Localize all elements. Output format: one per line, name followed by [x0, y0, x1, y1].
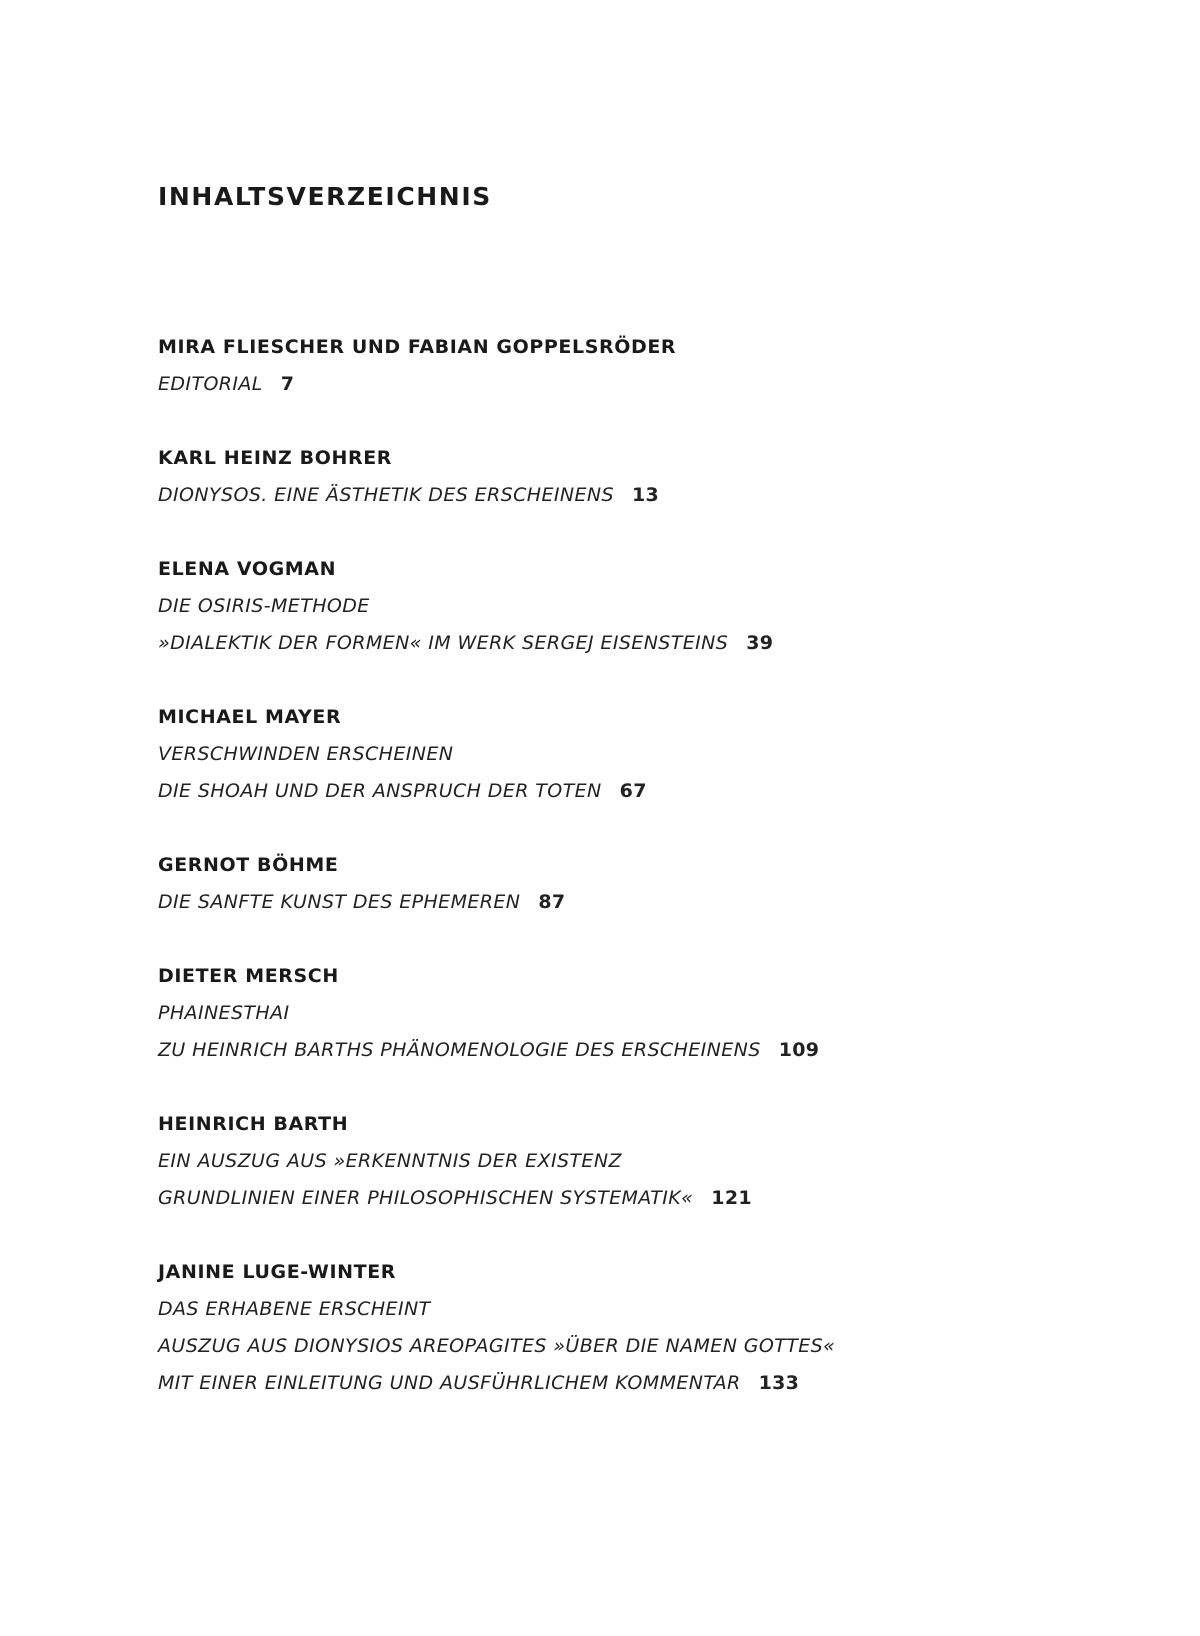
entry-subtitle: DIE SHOAH UND DER ANSPRUCH DER TOTEN — [158, 780, 602, 802]
toc-entry — [158, 704, 1058, 815]
page-number: 87 — [538, 891, 566, 913]
entry-subtitle-line — [158, 1037, 1058, 1074]
entry-author: GERNOT BÖHME — [158, 854, 339, 876]
entry-title: DIONYSOS. EINE ÄSTHETIK DES ERSCHEINENS — [158, 484, 614, 506]
entry-subtitle: AUSZUG AUS DIONYSIOS AREOPAGITES »ÜBER DIE NAMEN GOTTES« — [158, 1335, 836, 1357]
toc-entry — [158, 556, 1058, 667]
page-number: 109 — [778, 1039, 820, 1061]
page-number: 7 — [280, 373, 295, 395]
entry-author: ELENA VOGMAN — [158, 558, 337, 580]
toc-entry — [158, 1259, 1058, 1407]
entry-title-line — [158, 371, 1058, 408]
page-number: 121 — [711, 1187, 752, 1209]
page-number: 13 — [631, 484, 659, 506]
entry-title: DIE OSIRIS-METHODE — [158, 595, 370, 617]
page-title: INHALTSVERZEICHNIS — [158, 182, 492, 211]
table-of-contents — [158, 334, 1058, 1444]
entry-author: KARL HEINZ BOHRER — [158, 447, 392, 469]
page-number: 39 — [746, 632, 774, 654]
entry-subtitle: ZU HEINRICH BARTHS PHÄNOMENOLOGIE DES ERSCHEINENS — [158, 1039, 761, 1061]
entry-subtitle: GRUNDLINIEN EINER PHILOSOPHISCHEN SYSTEMATIK« — [158, 1187, 694, 1209]
entry-title: EIN AUSZUG AUS »ERKENNTNIS DER EXISTENZ — [158, 1150, 622, 1172]
toc-entry — [158, 334, 1058, 408]
entry-title-line — [158, 482, 1058, 519]
page-number: 133 — [758, 1372, 800, 1394]
entry-author: DIETER MERSCH — [158, 965, 339, 987]
entry-author: MIRA FLIESCHER UND FABIAN GOPPELSRÖDER — [158, 336, 677, 358]
entry-title: DIE SANFTE KUNST DES EPHEMEREN — [158, 891, 521, 913]
entry-subtitle: »DIALEKTIK DER FORMEN« IM WERK SERGEJ EISENSTEINS — [158, 632, 729, 654]
entry-title: PHAINESTHAI — [158, 1002, 290, 1024]
entry-author: HEINRICH BARTH — [158, 1113, 349, 1135]
toc-entry — [158, 445, 1058, 519]
entry-subtitle: MIT EINER EINLEITUNG UND AUSFÜHRLICHEM KOMMENTAR — [158, 1372, 741, 1394]
toc-entry — [158, 852, 1058, 926]
entry-title: EDITORIAL — [158, 373, 263, 395]
entry-author: MICHAEL MAYER — [158, 706, 342, 728]
toc-entry — [158, 963, 1058, 1074]
entry-subtitle-line — [158, 778, 1058, 815]
entry-subtitle-line — [158, 630, 1058, 667]
entry-author: JANINE LUGE-WINTER — [158, 1261, 397, 1283]
entry-subtitle-line — [158, 1185, 1058, 1222]
entry-title: DAS ERHABENE ERSCHEINT — [158, 1298, 431, 1320]
toc-entry — [158, 1111, 1058, 1222]
entry-title-line — [158, 889, 1058, 926]
entry-subtitle-line — [158, 1370, 1058, 1407]
entry-title: VERSCHWINDEN ERSCHEINEN — [158, 743, 454, 765]
page-number: 67 — [619, 780, 647, 802]
